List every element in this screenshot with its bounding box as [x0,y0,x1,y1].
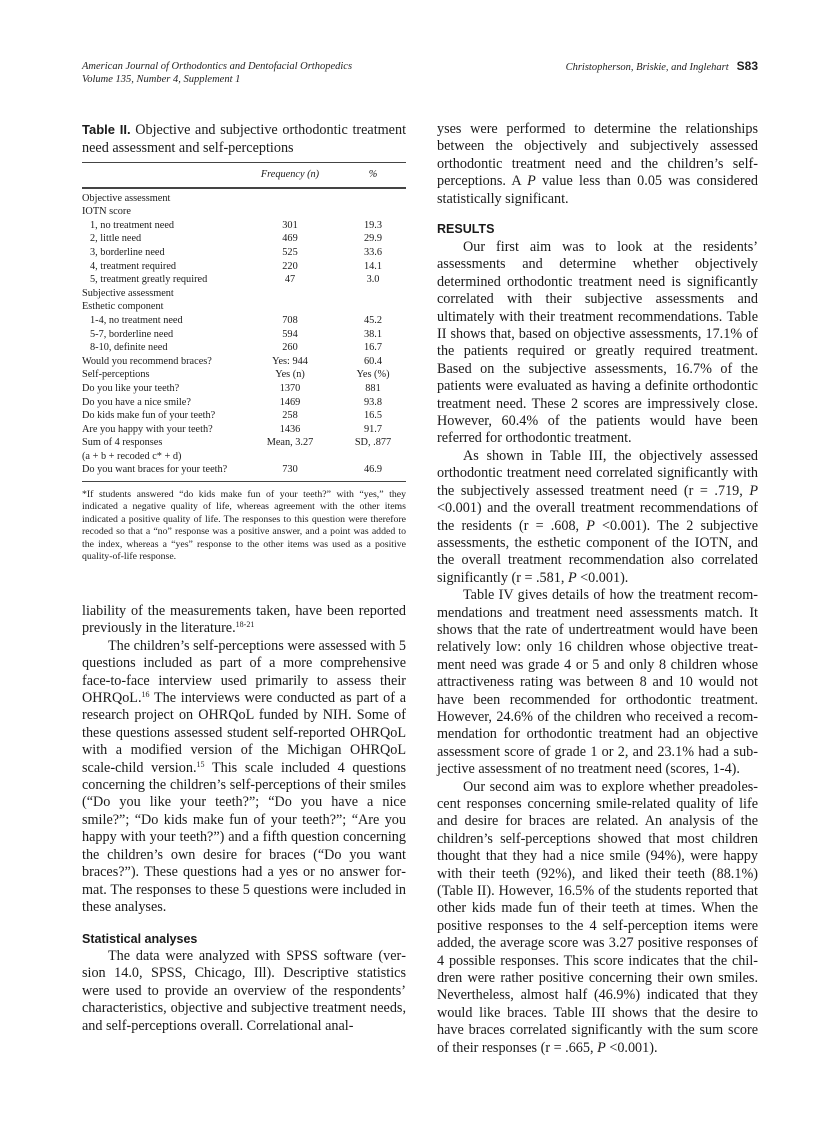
table-row [82,260,406,274]
row-frequency: 47 [284,274,296,286]
row-frequency: 1436 [279,423,301,435]
row-label: 5, treatment greatly required [90,274,208,286]
row-label: (a + b + recoded c* + d) [82,450,182,462]
journal-title: American Journal of Orthodontics and Dentofacial Orthopedics [82,61,353,72]
table-footnote: *If students answered “do kids make fun of your teeth?” with “yes,” they indicated a negative quality of life, whereas agreement with the other items indicated a positive quality of life. The responses to this question were therefore recoded so that a “no” response was a positive answer, and a point was added to the index, whereas a “yes” response to the other items was used as a positive quality-of-life response. [82,489,406,563]
row-frequency: 708 [282,314,298,326]
results-text [437,239,758,1057]
row-percent: 91.7 [363,423,383,435]
row-frequency [240,450,340,464]
author-page-info [566,60,758,74]
row-frequency [240,188,340,206]
row-label: Esthetic component [82,301,164,313]
row-label: Do you want braces for your teeth? [82,463,240,481]
table-row [82,314,406,328]
paragraph: yses were performed to determine the relationships between the objectively and subjectively assessed orthodontic treatment need and the children’s self-perceptions. A P value less than 0.05 was considered statistically significant. [437,121,758,207]
row-percent: Yes (%) [356,369,390,381]
row-label: Are you happy with your teeth? [82,423,213,435]
row-percent: 33.6 [363,246,383,258]
table-row [82,188,406,206]
table-row [82,463,406,481]
table-row [82,396,406,410]
table-row [82,409,406,423]
table-row [82,450,406,464]
row-label: 2, little need [90,233,142,245]
row-percent: 881 [365,382,381,394]
journal-volume: Volume 135, Number 4, Supplement 1 [82,74,241,85]
row-frequency: 469 [282,233,298,245]
table-caption-text: Objective and subjective orthodontic treatment need assessment and self-perceptions [82,122,407,156]
methods-continued-text [437,121,758,208]
table-row [82,423,406,437]
citation: 16 [141,690,150,700]
row-label: Do you like your teeth? [82,382,180,394]
row-frequency: Mean, 3.27 [266,437,314,449]
row-label: 5-7, borderline need [90,328,174,340]
row-frequency: 258 [282,410,298,422]
col-header-frequency: Frequency (n) [240,163,340,188]
row-frequency [240,300,340,314]
methods-text [82,603,406,916]
table-body [82,188,406,482]
row-label: IOTN score [82,206,131,218]
table-row [82,246,406,260]
row-frequency: 594 [282,328,298,340]
row-label: 4, treatment required [90,260,177,272]
row-label: 1-4, no treatment need [90,314,183,326]
row-percent: 29.9 [363,233,383,245]
row-frequency: 730 [240,463,340,481]
row-percent [340,450,406,464]
table-row [82,355,406,369]
row-label: 8-10, definite need [90,342,168,354]
table-caption [82,121,406,157]
table-row [82,368,406,382]
row-label: 1, no treatment need [90,219,175,231]
row-percent: 19.3 [363,219,383,231]
row-percent: 16.7 [363,342,383,354]
table-header-row [82,163,406,188]
col-header-label [82,163,240,188]
table-row [82,341,406,355]
paragraph: Our first aim was to look at the residents’ assessments and determine whether objectively determined orthodontic treatment need is significantly correlated with their subjective assessments and ultimately with their treatment recommendations. Table II shows that, based on objective assessments, 17.1% of the patients required or greatly required treatment. Based on the subjective assessments, 16.7% of the patients were evaluated as having a definite orthodontic treatment need. These 2 scores are impressively close. However, 60.4% of the patients would have been referred for orthodontic treatment. [437,239,758,447]
row-percent: 60.4 [363,355,383,367]
table-row [82,273,406,287]
row-label: Sum of 4 responses [82,437,163,449]
table-row [82,300,406,314]
row-percent [340,300,406,314]
row-frequency: Yes: 944 [272,355,308,367]
row-label: Do you have a nice smile? [82,396,191,408]
row-frequency: Yes (n) [275,369,305,381]
table-row [82,232,406,246]
journal-info [82,60,352,86]
col-header-percent: % [340,163,406,188]
citation: 15 [196,759,205,769]
section-heading-statistical-analyses: Statistical analyses [82,932,198,946]
table-row [82,205,406,219]
paragraph: Our second aim was to explore whether preadolescent responses concerning smile-related quality of life and desire for braces are related. An analysis of the children’s self-perceptions showed that most children thought that they had a nice smile (94%), were happy with their teeth (92%), and liked their teeth (88.1%) (Table II). However, 16.5% of the students reported that other kids made fun of their teeth at times. When the positive responses to the 4 self-perception items were added, the average score was 3.27 positive responses of 4 possible responses. This score indicates that the children were rather positive concerning their own smiles. Nevertheless, almost half (46.9%) indicated that they would like braces. Table III shows that the desire to have braces correlated significantly with the sum score of their responses (r = .665, P <0.001). [437,778,758,1056]
row-frequency: 260 [282,342,298,354]
row-percent: 45.2 [363,314,383,326]
row-percent: 93.8 [363,396,383,408]
row-percent: 38.1 [363,328,383,340]
table-row [82,328,406,342]
row-frequency: 301 [282,219,298,231]
row-label: 3, borderline need [90,246,165,258]
row-label: Subjective assessment [82,287,174,299]
table-ii [82,121,406,564]
paragraph: As shown in Table III, the objectively assessed orthodontic treatment need correlated significantly with the subjectively assessed treatment need (r = .719, P <0.001) and the overall treatment recommendations of the residents (r = .608, P <0.001). The 2 subjective assessments, the esthetic component of the IOTN, and the overall treatment recommendation also correlated significantly (r = .581, P <0.001). [437,447,758,586]
row-frequency: 525 [282,246,298,258]
paragraph: The data were analyzed with SPSS software (version 14.0, SPSS, Chicago, Ill). Descriptive statistics were used to provide an overview of the respondents’ characteristics, objective and subjective treatment needs, and self-perceptions overall. Correlational anal- [82,948,406,1034]
row-percent: 3.0 [366,274,380,286]
row-label: Self-perceptions [82,369,150,381]
row-label: Do kids make fun of your teeth? [82,410,216,422]
row-percent [340,287,406,301]
row-frequency: 220 [282,260,298,272]
table-row [82,219,406,233]
page-number: S83 [736,59,758,73]
citation: 18-21 [235,620,255,630]
table-row [82,287,406,301]
row-label: Would you recommend braces? [82,355,212,367]
row-percent: 46.9 [340,463,406,481]
row-label: Objective assessment [82,192,171,204]
row-frequency [240,287,340,301]
row-percent: 14.1 [363,260,383,272]
table-row [82,382,406,396]
paragraph: The children’s self-perceptions were assessed with 5 questions included as part of a more comprehensive face-to-face interview used primarily to assess their OHRQoL.$^{16}$ The interviews were conducted as part of a research project on OHRQoL funded by NIH. Some of these questions assessed student self-reported OHRQoL with a modified version of the Michigan OHRQoL scale-child version.$^{15}$ This scale included 4 questions concerning the children’s self-perceptions of their smiles (“Do you like your teeth?”; “Do you have a nice smile?”; “Do kids make fun of your teeth?”; “Are you happy with your teeth?”) and a fifth question concerning the children’s own desire for braces (“Do you want braces?”). These questions had a yes or no answer format. The responses to these 5 questions were included in these analyses. [82,637,406,915]
row-percent [340,188,406,206]
data-table [82,162,406,482]
statistical-analyses-text [82,948,406,1035]
paragraph: Table IV gives details of how the treatment recommendations and treatment need assessments match. It shows that the rate of undertreatment would have been relatively low: only 16 children whose objective treatment need was grade 4 or 5 and only 8 children whose attractiveness rating was between 8 and 10 would not have been recommended for orthodontic treatment. However, 24.6% of the children who received a recommendation for orthodontic treatment had an objective assessment score of grade 1 or 2, and 23.1% had a subjective assessment of no treatment need (scores, 1-4). [437,587,758,778]
row-frequency: 1469 [279,396,301,408]
table-row [82,436,406,450]
authors: Christopherson, Briskie, and Inglehart [565,62,729,73]
row-percent: SD, .877 [354,437,392,449]
section-heading-results: RESULTS [437,222,495,236]
paragraph: liability of the measurements taken, have been reported previously in the literature.$^{18-21}$ [82,603,406,637]
row-percent [340,205,406,219]
table-label: Table II. [82,122,131,137]
row-frequency [240,205,340,219]
row-percent: 16.5 [363,410,383,422]
row-frequency: 1370 [279,382,301,394]
